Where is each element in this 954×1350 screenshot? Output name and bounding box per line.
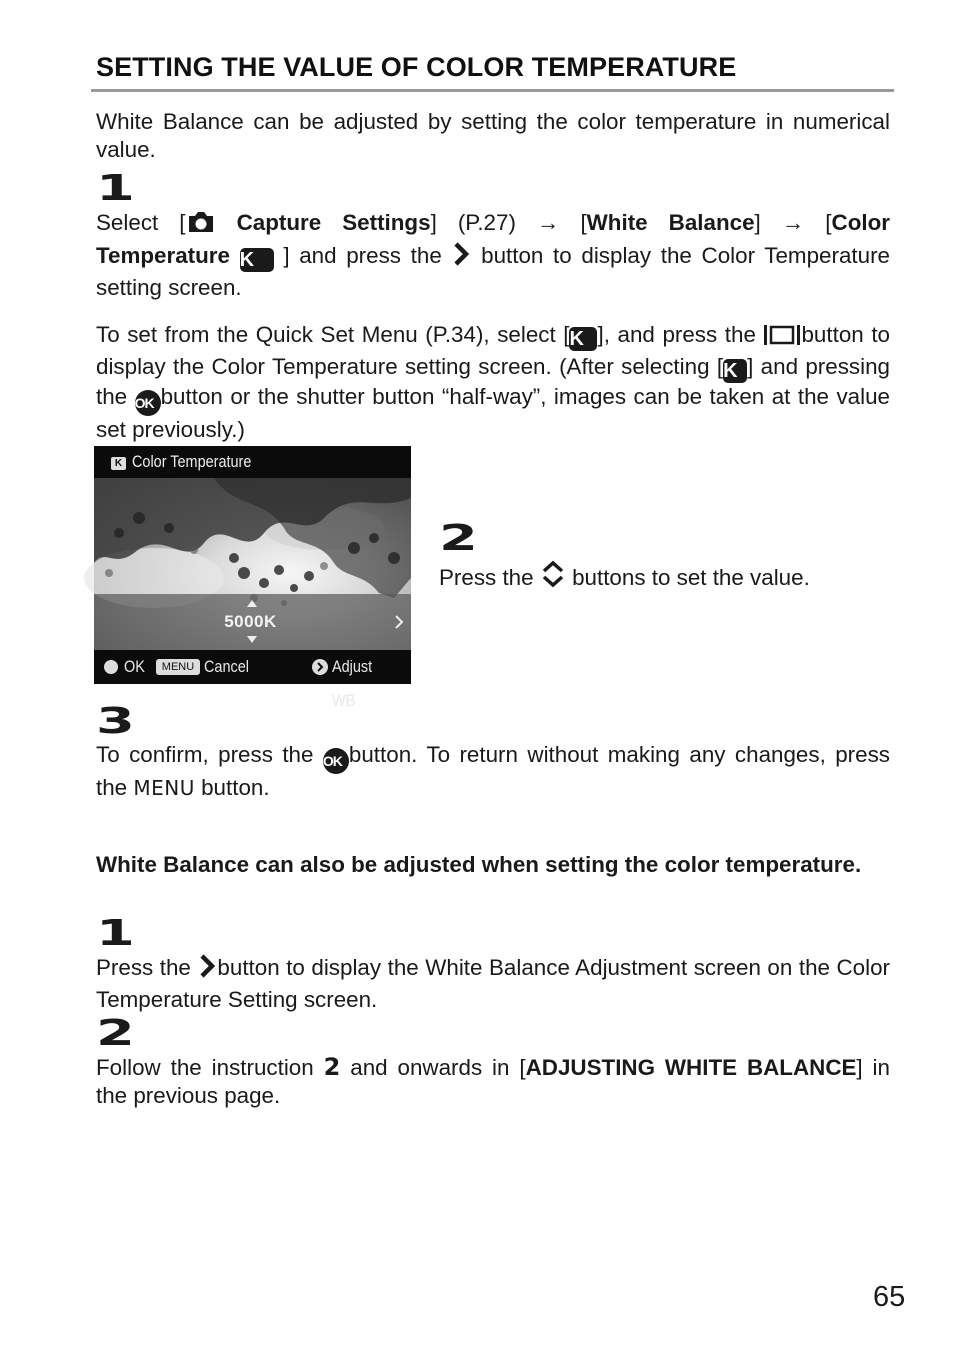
k-mode-icon: K xyxy=(240,248,274,272)
footer-menu-badge: MENU xyxy=(156,659,200,675)
k-mode-icon: K xyxy=(723,359,747,383)
screen-title: Color Temperature xyxy=(132,452,252,471)
chevron-right-icon xyxy=(451,241,471,274)
footer-chevron-icon xyxy=(312,659,328,675)
ok-button-icon: OK xyxy=(135,390,161,416)
down-arrow-icon xyxy=(247,636,257,644)
section-b-step-2-number: 2 xyxy=(96,1013,135,1054)
heading-rule xyxy=(91,89,894,92)
step-1-number: 1 xyxy=(96,168,135,209)
ok-button-icon: OK xyxy=(323,748,349,774)
step-3-number: 3 xyxy=(96,701,135,742)
step-1-text: Select [ Capture Settings] (P.27) → [White Balance] → [Color Temperature K ] and press the button to display the Color Temperature setting screen. xyxy=(96,210,890,300)
footer-adjust-label: Adjust WB xyxy=(332,657,373,710)
quick-set-paragraph: To set from the Quick Set Menu (P.34), select [K ], and press the button to display the Color Temperature setting screen. (After selecting [K ] and pressing the OK button or the shutter button “half-way”, images can be taken at the value set previously.) xyxy=(96,322,890,442)
section-heading: SETTING THE VALUE OF COLOR TEMPERATURE xyxy=(96,52,737,82)
screen-chevron-right-icon xyxy=(394,614,404,630)
chevron-right-icon xyxy=(197,953,217,986)
menu-button-icon: MENU xyxy=(133,776,195,800)
page-number: 65 xyxy=(873,1281,906,1313)
up-arrow-icon xyxy=(247,599,257,607)
step-3-text: To confirm, press the OK button. To return without making any changes, press the MENU button. xyxy=(96,742,890,800)
k-mode-icon: K xyxy=(569,327,597,351)
up-down-icon xyxy=(540,559,566,596)
screen-k-icon: K xyxy=(111,457,126,470)
screen-title-bar xyxy=(94,446,411,478)
section-b-step-1-number: 1 xyxy=(96,913,135,954)
camera-icon xyxy=(186,210,216,241)
intro-paragraph: White Balance can be adjusted by setting the color temperature in numerical value. xyxy=(96,109,890,162)
section-b-step-1-text: Press the button to display the White Balance Adjustment screen on the Color Temperature Setting screen. xyxy=(96,955,890,1012)
footer-cancel-label: Cancel xyxy=(204,657,249,676)
section-b-step-2-text: Follow the instruction 2 and onwards in [ADJUSTING WHITE BALANCE] in the previous page. xyxy=(96,1053,890,1108)
step-2-text: Press the buttons to set the value. xyxy=(439,559,889,596)
footer-ok-label: OK xyxy=(124,657,145,676)
ok-dot-icon xyxy=(104,660,118,674)
temperature-value: 5000K xyxy=(224,612,277,631)
screen-footer xyxy=(94,650,411,710)
step-reference: 2 xyxy=(323,1053,341,1081)
camera-screen xyxy=(94,446,411,710)
step-2-number: 2 xyxy=(439,518,478,559)
section-b-title: White Balance can also be adjusted when setting the color temperature. xyxy=(96,852,862,877)
display-button-icon xyxy=(763,324,801,353)
